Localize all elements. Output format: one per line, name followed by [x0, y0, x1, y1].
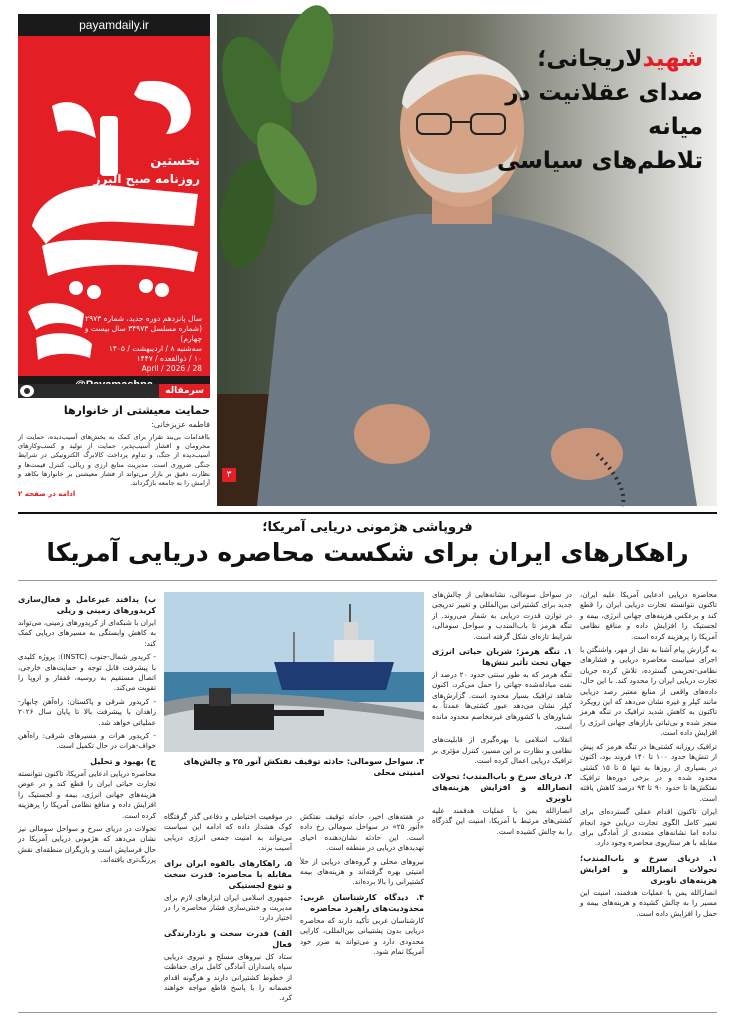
bottom-rule [18, 1012, 717, 1013]
article-paragraph: در هفته‌های اخیر، حادثه توقیف نفتکش «آنور ۲۵» در سواحل سومالی رخ داده است. این حادثه نشان‌دهنده احیای تهدیدهای دریایی در منطقه است. [300, 812, 424, 853]
meta-line: 28 / April / 2026 [141, 364, 202, 373]
article-paragraph: - کریدور شمال-جنوب (INSTC): پروژه کلیدی با پیشرفت قابل توجه و حمایت‌های خارجی، اتصال مستقیم به روسیه، قفقاز و اروپا را تقویت می‌کند. [18, 652, 156, 693]
article-subheading: ۱. تنگه هرمز: شریان حیاتی انرژی جهان تحت تأثیر تنش‌ها [432, 647, 572, 668]
article-paragraph: - کریدور هرات و مسیرهای شرقی: راه‌آهن خواف-هرات در حال تکمیل است. [18, 731, 156, 751]
section-divider [18, 512, 717, 514]
eye-icon [20, 385, 34, 397]
meta-line: ۱۰ / ذوالقعده / ۱۴۴۷ [136, 354, 202, 363]
article-paragraph: محاصره دریایی ادعایی آمریکا، تاکنون نتوانسته تجارت حیاتی ایران را قطع کند و در عوض هزینه‌های جهانی انرژی، بیمه و لجستیک را افزایش داده و منافع نظامی آمریکا را پرهزینه کرده است. [18, 768, 156, 820]
article-paragraph: تنگه هرمز که به طور سنتی حدود ۲۰ درصد از نفت مبادله‌شده جهانی را حمل می‌کرد، اکنون شاهد ترافیک بسیار محدود است. گزارش‌های کپلر نشان می‌دهد عبور کشتی‌ها عمدتاً به شناورهای با کشورهای غیرمخاصم محدود مانده است. [432, 670, 572, 732]
article-subheading: ۱. دریای سرخ و باب‌المندب؛ تحولات انصارالله و افزایش هزینه‌های ناوبری [580, 853, 717, 885]
masthead-logo-panel [18, 36, 210, 376]
article-subheading: ج) بهبود و تحلیل [90, 756, 156, 766]
article-paragraph: انقلاب اسلامی با بهره‌گیری از قابلیت‌های نظامی و نظارت بر این مسیر، کنترل مؤثری بر ترافیک دریایی اعمال کرده است. [432, 735, 572, 766]
headline-line-1: لاریجانی؛ [537, 46, 643, 72]
article-column-3a [300, 812, 424, 960]
headline-rule [18, 580, 717, 581]
article-paragraph: ایران تاکنون اقدام عملی گسترده‌ای برای تغییر کامل الگوی تجارت دریایی خود انجام نداده اما نشانه‌های متعددی از آمادگی برای مقابله با هر سناریوی محاصره وجود دارد. [580, 807, 717, 848]
masthead-tagline-1: نخستین [150, 154, 200, 169]
article-subheading: ۵. راهکارهای بالقوه ایران برای مقابله با محاصره: قدرت سخت و تنوع لجستیکی [164, 858, 292, 890]
page-number-badge: ۳ [222, 468, 236, 482]
article-paragraph: انصارالله یمن با عملیات هدفمند علیه کشتی‌های مرتبط با آمریکا، امنیت این گذرگاه را به چالش کشیده است. [432, 805, 572, 836]
article-subheading: ۲. دریای سرخ و باب‌المندب؛ تحولات انصارالله و افزایش هزینه‌های ناوبری [432, 771, 572, 803]
masthead-meta [84, 314, 202, 384]
article-subheading: الف) قدرت سخت و بازدارندگی فعال [164, 928, 292, 949]
cover-photo[interactable] [217, 14, 717, 506]
meta-line: سه‌شنبه ۸ / اردیبهشت / ۱۴۰۵ [108, 344, 202, 353]
article-column-1 [580, 590, 717, 922]
continue-link[interactable]: ادامه در صفحه ۲ [18, 490, 76, 499]
photo-caption: ۳. سواحل سومالی: حادثه توقیف نفتکش آنور ۲۵ و چالش‌های امنیتی محلی [183, 757, 424, 777]
masthead [18, 14, 210, 384]
main-kicker: فروپاشی هژمونی دریایی آمریکا؛ [262, 520, 473, 535]
article-paragraph: تحولات در دریای سرخ و سواحل سومالی نیز نشان می‌دهد که هژمونی دریایی آمریکا در حال فرسایش است و بازیگران منطقه‌ای نقش پررنگ‌تری یافته‌اند. [18, 823, 156, 865]
headline-red-word: شهید [642, 46, 703, 72]
article-paragraph: در سواحل سومالی، نشانه‌هایی از چالش‌های جدید برای کشتیرانی بین‌المللی و تغییر تدریجی در توازن قدرت دریایی به شمار می‌روند. از تنگه هرمز تا باب‌المندب و سواحل سومالی، شرایط تازه‌ای شکل گرفته است. [432, 590, 572, 641]
editorial-kicker: سرمقاله [159, 384, 210, 398]
main-headline[interactable]: راهکارهای ایران برای شکست محاصره دریایی آمریکا [46, 538, 689, 567]
article-paragraph: کارشناسان غربی تأکید دارند که محاصره دریایی بدون پشتیبانی بین‌المللی، کارایی محدودی دارد و می‌تواند به ضرر خود آمریکا تمام شود. [300, 915, 424, 957]
article-column-3b [164, 812, 292, 1007]
meta-line: سال پانزدهم دوره جدید، شماره ۲۹۷۳ [85, 314, 202, 323]
editorial-title[interactable]: حمایت معیشتی از خانوارها [63, 404, 210, 417]
article-paragraph: جمهوری اسلامی ایران ابزارهای لازم برای مدیریت و خنثی‌سازی فشار محاصره را در اختیار دارد: [164, 892, 292, 923]
article-paragraph: - کریدور شرقی و پاکستان: راه‌آهن چابهار-زاهدان با پیشرفت بالا تا پایان سال ۲۰۲۶ عملیاتی خواهد شد. [18, 696, 156, 727]
article-paragraph: ستاد کل نیروهای مسلح و نیروی دریایی سپاه پاسداران آمادگی کامل برای حفاظت از خطوط کشتیرانی دارند و هرگونه اقدام خصمانه را با پاسخ قاطع مواجه خواهند کرد. [164, 951, 292, 1003]
editorial-box [18, 384, 210, 506]
article-subheading: ب) پدافند غیرعامل و فعال‌سازی کریدورهای زمینی و ریلی [18, 595, 156, 615]
article-paragraph: ایران با شبکه‌ای از کریدورهای زمینی، می‌تواند به کاهش وابستگی به مسیرهای دریایی کمک کند: [18, 618, 156, 648]
meta-line: (شماره مسلسل ۳۴۹۷۳ سال بیست و چهارم) [84, 324, 202, 343]
article-paragraph: ترافیک روزانه کشتی‌ها در تنگه هرمز که پیش از تنش‌ها حدود ۱۰۰ تا ۱۴۰ فروند بود، اکنون در بسیاری از روزها به تنها ۵ تا ۱۵ کشتی محدود شده و در برخی دوره‌ها ترافیک نفتکش‌ها تا حدود ۹۰ تا ۹۴ درصد کاهش یافته است. [580, 741, 718, 803]
editorial-body: بااقدامات بی‌بند تقرار برای کمک به بخش‌های آسیب‌دیده، حمایت از محرومان و اقشار آسیب‌پذیر، حمایت از تولید و کسب‌وکارهای آسیب‌دیده از جنگ، و تداوم پرداخت کالابرگ الکترونیکی در شرایط جنگی ضروری است. مدیریت منابع ارزی و ریالی، کنترل قیمت‌ها و نظارت دقیق بر بازار می‌تواند از فشار معیشتی بر خانوارها بکاهد و آرامش را به جامعه بازگرداند. [18, 433, 210, 488]
article-paragraph: نیروهای محلی و گروه‌های دریایی از خلأ امنیتی بهره گرفته‌اند و هزینه‌های بیمه کشتیرانی را بالا برده‌اند. [300, 856, 424, 887]
editorial-bar [18, 384, 210, 398]
article-paragraph: به گزارش پیام آشنا به نقل از مهر، واشنگتن با اجرای سیاست محاصره دریایی و فشارهای نظامی-تحریمی گسترده، تلاش کرده جریان تجارت دریایی ایران را محدود کند. با این حال، داده‌های واقعی از منابع معتبر رصد دریایی مانند کپلر و غیره نشان می‌دهد که این رویکرد تاکنون به کاهش شدید ترافیک در تنگه هرمز منجر شده و بی‌ثباتی بازارهای جهانی انرژی را افزایش داده است. [580, 645, 717, 738]
masthead-url[interactable]: payamdaily.ir [18, 14, 210, 36]
article-column-2 [432, 590, 572, 840]
ship-illustration [164, 592, 424, 752]
article-paragraph: در موقعیت اختیاطی و دفاعی گذر گرفتگاه کوک هشدار داده که ادامه این سیاست می‌تواند به امنیت جمعی انرژی دریایی آسیب بزند. [164, 812, 292, 853]
ship-photo[interactable] [164, 592, 424, 752]
article-column-4 [18, 590, 156, 869]
article-subheading: ۴. دیدگاه کارشناسان غربی: محدودیت‌های راهبرد محاصره [300, 892, 424, 913]
editorial-author: فاطمه عزیزخانی: [151, 420, 210, 429]
headline-line-3: تلاطم‌های سیاسی [496, 148, 703, 174]
article-paragraph: محاصره دریایی ادعایی آمریکا علیه ایران، تاکنون نتوانسته تجارت دریایی ایران را قطع کند و برعکس هزینه‌های جهانی انرژی، بیمه و لجستیک را افزایش داده و منافع نظامی آمریکا را پرهزینه کرده است. [580, 590, 717, 641]
cover-headline[interactable] [453, 42, 703, 178]
masthead-tagline-2: روزنامه صبح البرز [93, 172, 200, 186]
article-paragraph: انصارالله یمن با عملیات هدفمند، امنیت این مسیر را به چالش کشیده و هزینه‌های بیمه و حمل را افزایش داده است. [580, 887, 717, 918]
headline-line-2: صدای عقلانیت در میانه [505, 80, 703, 140]
